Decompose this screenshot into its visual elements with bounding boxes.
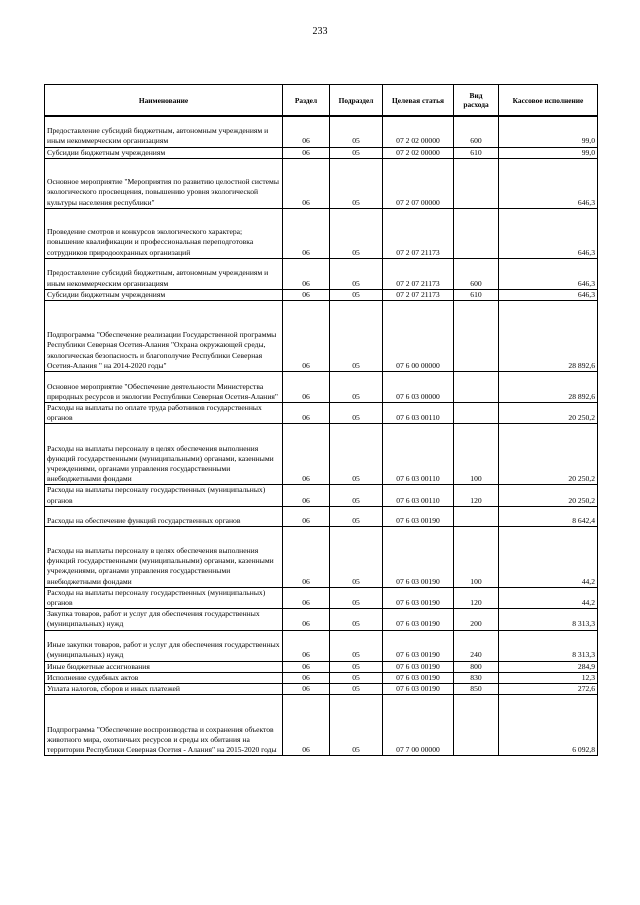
cell-execution: 20 250,2 xyxy=(499,424,598,485)
cell-subsection: 05 xyxy=(330,609,383,630)
cell-name: Подпрограмма "Обеспечение реализации Государственной программы Республики Северная Осетия-Алания "Охрана окружающей среды, экологическая безопасность и благополучие Республики Северная Осетия-Алания " на 2014-2020 годы" xyxy=(45,300,283,371)
cell-expense-type xyxy=(454,300,499,371)
cell-name: Расходы на выплаты персоналу государственных (муниципальных) органов xyxy=(45,485,283,506)
cell-execution: 28 892,6 xyxy=(499,300,598,371)
cell-section: 06 xyxy=(283,147,330,158)
cell-article: 07 6 03 00110 xyxy=(383,424,454,485)
cell-execution: 272,6 xyxy=(499,683,598,694)
cell-execution: 99,0 xyxy=(499,147,598,158)
cell-section: 06 xyxy=(283,258,330,289)
cell-expense-type: 610 xyxy=(454,289,499,300)
header-article: Целевая статья xyxy=(383,85,454,117)
cell-name: Расходы на выплаты персоналу в целях обеспечения выполнения функций государственными (муниципальными) органами, казенными учреждениями, органами управления государственными внебюджетными фондами xyxy=(45,424,283,485)
cell-expense-type: 600 xyxy=(454,116,499,147)
cell-name: Подпрограмма "Обеспечение воспроизводства и сохранения объектов животного мира, охотничьих ресурсов и среды их обитания на территории Республики Северная Осетия - Алания" на 2015-2020 годы xyxy=(45,695,283,756)
cell-section: 06 xyxy=(283,208,330,258)
cell-name: Основное мероприятие "Обеспечение деятельности Министерства природных ресурсов и экологии Республики Северная Осетия-Алания" xyxy=(45,371,283,402)
table-row xyxy=(45,158,598,208)
cell-section: 06 xyxy=(283,506,330,526)
cell-expense-type: 100 xyxy=(454,526,499,587)
cell-section: 06 xyxy=(283,672,330,683)
table-row xyxy=(45,147,598,158)
cell-name: Предоставление субсидий бюджетным, автономным учреждениям и иным некоммерческим организациям xyxy=(45,116,283,147)
cell-name: Расходы на выплаты персоналу государственных (муниципальных) органов xyxy=(45,587,283,608)
cell-section: 06 xyxy=(283,116,330,147)
cell-execution: 12,3 xyxy=(499,672,598,683)
cell-article: 07 2 07 00000 xyxy=(383,158,454,208)
cell-expense-type: 200 xyxy=(454,609,499,630)
cell-article: 07 6 03 00190 xyxy=(383,661,454,672)
cell-subsection: 05 xyxy=(330,147,383,158)
cell-article: 07 6 03 00110 xyxy=(383,402,454,423)
table-row xyxy=(45,116,598,147)
table-row xyxy=(45,506,598,526)
cell-subsection: 05 xyxy=(330,258,383,289)
cell-section: 06 xyxy=(283,300,330,371)
table-row xyxy=(45,485,598,506)
cell-section: 06 xyxy=(283,289,330,300)
cell-section: 06 xyxy=(283,158,330,208)
cell-section: 06 xyxy=(283,402,330,423)
cell-execution: 44,2 xyxy=(499,526,598,587)
cell-expense-type: 610 xyxy=(454,147,499,158)
budget-execution-table xyxy=(44,84,598,756)
cell-expense-type xyxy=(454,402,499,423)
cell-name: Иные бюджетные ассигнования xyxy=(45,661,283,672)
cell-expense-type xyxy=(454,695,499,756)
cell-article: 07 6 03 00190 xyxy=(383,683,454,694)
cell-expense-type: 800 xyxy=(454,661,499,672)
cell-section: 06 xyxy=(283,485,330,506)
cell-subsection: 05 xyxy=(330,661,383,672)
table-row xyxy=(45,371,598,402)
cell-subsection: 05 xyxy=(330,683,383,694)
table-row xyxy=(45,300,598,371)
table-row xyxy=(45,402,598,423)
cell-name: Уплата налогов, сборов и иных платежей xyxy=(45,683,283,694)
cell-name: Иные закупки товаров, работ и услуг для обеспечения государственных (муниципальных) нужд xyxy=(45,630,283,661)
cell-expense-type: 120 xyxy=(454,485,499,506)
cell-name: Проведение смотров и конкурсов экологического характера; повышение квалификации и профессиональная переподготовка сотрудников природоохранных организаций xyxy=(45,208,283,258)
cell-expense-type: 850 xyxy=(454,683,499,694)
cell-section: 06 xyxy=(283,695,330,756)
cell-expense-type xyxy=(454,506,499,526)
cell-execution: 28 892,6 xyxy=(499,371,598,402)
table-row xyxy=(45,289,598,300)
cell-article: 07 6 03 00000 xyxy=(383,371,454,402)
cell-section: 06 xyxy=(283,526,330,587)
cell-expense-type xyxy=(454,208,499,258)
cell-section: 06 xyxy=(283,609,330,630)
cell-expense-type: 240 xyxy=(454,630,499,661)
cell-subsection: 05 xyxy=(330,424,383,485)
cell-subsection: 05 xyxy=(330,506,383,526)
cell-execution: 99,0 xyxy=(499,116,598,147)
cell-subsection: 05 xyxy=(330,371,383,402)
cell-article: 07 6 03 00190 xyxy=(383,672,454,683)
header-expense-type: Вид расхода xyxy=(454,85,499,117)
cell-subsection: 05 xyxy=(330,695,383,756)
cell-subsection: 05 xyxy=(330,208,383,258)
cell-article: 07 2 07 21173 xyxy=(383,258,454,289)
cell-article: 07 6 03 00190 xyxy=(383,506,454,526)
cell-expense-type: 120 xyxy=(454,587,499,608)
cell-subsection: 05 xyxy=(330,289,383,300)
cell-execution: 646,3 xyxy=(499,158,598,208)
cell-article: 07 6 03 00190 xyxy=(383,526,454,587)
cell-name: Субсидии бюджетным учреждениям xyxy=(45,289,283,300)
cell-execution: 8 313,3 xyxy=(499,609,598,630)
cell-article: 07 6 03 00110 xyxy=(383,485,454,506)
cell-execution: 646,3 xyxy=(499,208,598,258)
cell-name: Расходы на выплаты по оплате труда работников государственных органов xyxy=(45,402,283,423)
table-row xyxy=(45,661,598,672)
cell-article: 07 2 02 00000 xyxy=(383,147,454,158)
cell-execution: 6 092,8 xyxy=(499,695,598,756)
cell-name: Расходы на выплаты персоналу в целях обеспечения выполнения функций государственными (муниципальными) органами, казенными учреждениями, органами управления государственными внебюджетными фондами xyxy=(45,526,283,587)
cell-name: Предоставление субсидий бюджетным, автономным учреждениям и иным некоммерческим организациям xyxy=(45,258,283,289)
cell-article: 07 6 00 00000 xyxy=(383,300,454,371)
cell-article: 07 6 03 00190 xyxy=(383,587,454,608)
cell-name: Закупка товаров, работ и услуг для обеспечения государственных (муниципальных) нужд xyxy=(45,609,283,630)
cell-subsection: 05 xyxy=(330,300,383,371)
cell-article: 07 2 02 00000 xyxy=(383,116,454,147)
cell-name: Исполнение судебных актов xyxy=(45,672,283,683)
cell-name: Субсидии бюджетным учреждениям xyxy=(45,147,283,158)
table-row xyxy=(45,258,598,289)
table-row xyxy=(45,208,598,258)
cell-name: Расходы на обеспечение функций государственных органов xyxy=(45,506,283,526)
cell-subsection: 05 xyxy=(330,630,383,661)
cell-execution: 8 642,4 xyxy=(499,506,598,526)
page-number: 233 xyxy=(312,26,328,37)
cell-subsection: 05 xyxy=(330,587,383,608)
header-subsection: Подраздел xyxy=(330,85,383,117)
table-row xyxy=(45,683,598,694)
cell-subsection: 05 xyxy=(330,672,383,683)
cell-name: Основное мероприятие "Мероприятия по развитию целостной системы экологического просвещения, повышению уровня экологической культуры населения республики" xyxy=(45,158,283,208)
table-row xyxy=(45,587,598,608)
table-row xyxy=(45,609,598,630)
cell-subsection: 05 xyxy=(330,402,383,423)
cell-section: 06 xyxy=(283,587,330,608)
cell-article: 07 6 03 00190 xyxy=(383,609,454,630)
cell-execution: 646,3 xyxy=(499,258,598,289)
cell-subsection: 05 xyxy=(330,485,383,506)
cell-subsection: 05 xyxy=(330,526,383,587)
cell-article: 07 7 00 00000 xyxy=(383,695,454,756)
cell-article: 07 2 07 21173 xyxy=(383,208,454,258)
cell-expense-type: 600 xyxy=(454,258,499,289)
cell-expense-type xyxy=(454,371,499,402)
table-row xyxy=(45,672,598,683)
cell-execution: 44,2 xyxy=(499,587,598,608)
cell-expense-type: 100 xyxy=(454,424,499,485)
table-header-row xyxy=(45,85,598,117)
cell-section: 06 xyxy=(283,630,330,661)
cell-article: 07 6 03 00190 xyxy=(383,630,454,661)
header-section: Раздел xyxy=(283,85,330,117)
cell-execution: 20 250,2 xyxy=(499,485,598,506)
cell-execution: 284,9 xyxy=(499,661,598,672)
cell-expense-type xyxy=(454,158,499,208)
cell-section: 06 xyxy=(283,371,330,402)
cell-subsection: 05 xyxy=(330,158,383,208)
table-row xyxy=(45,526,598,587)
header-name: Наименование xyxy=(45,85,283,117)
table-row xyxy=(45,695,598,756)
table-row xyxy=(45,424,598,485)
table-row xyxy=(45,630,598,661)
cell-execution: 8 313,3 xyxy=(499,630,598,661)
header-execution: Кассовое исполнение xyxy=(499,85,598,117)
cell-expense-type: 830 xyxy=(454,672,499,683)
cell-section: 06 xyxy=(283,661,330,672)
cell-section: 06 xyxy=(283,424,330,485)
cell-article: 07 2 07 21173 xyxy=(383,289,454,300)
cell-subsection: 05 xyxy=(330,116,383,147)
cell-execution: 646,3 xyxy=(499,289,598,300)
cell-section: 06 xyxy=(283,683,330,694)
cell-execution: 20 250,2 xyxy=(499,402,598,423)
table-body xyxy=(45,116,598,756)
